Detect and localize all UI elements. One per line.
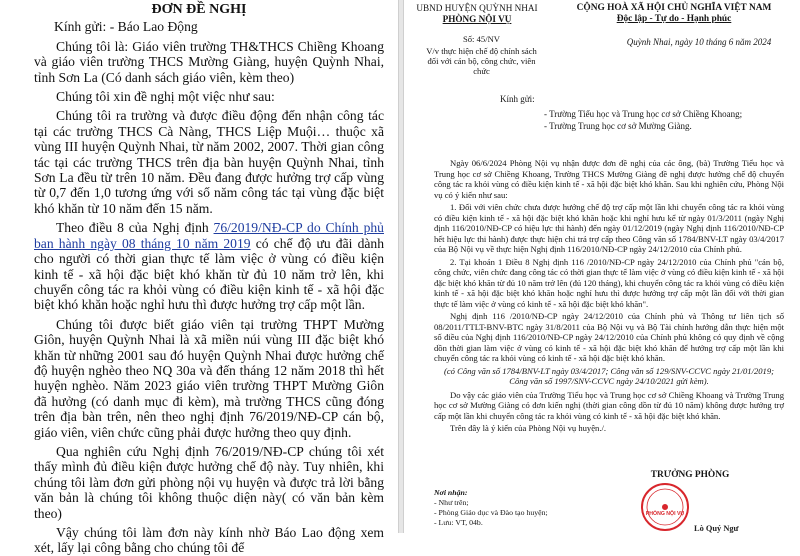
kinh-gui-label: Kính gửi:	[500, 94, 535, 104]
national-motto: Độc lập - Tự do - Hạnh phúc	[616, 14, 732, 24]
paragraph-decree	[34, 220, 384, 312]
body-closing: Trên đây là ý kiến của Phòng Nội vụ huyện./.	[450, 423, 607, 433]
body-item-2: 2. Tại khoản 1 Điều 8 Nghị định 116 /2010/NĐ-CP ngày 24/12/2010 của Chính phủ "cán bộ, công chức, viên chức đang công tác có thời gian thực tế làm việc ở vùng có điều kiện kinh tế - xã hội đặc biệt khó khăn từ đủ 10 năm trở lên (đủ 120 tháng), khi chuyển công tác ra khỏi vùng có điều kiện kinh tế - xã hội đặc biệt khó khăn hoặc nghỉ hưu thì được hưởng trợ cấp một lần đối với thời gian thực tế làm việc ở vùng có kinh tế - xã hội đặc biệt khó khăn".	[434, 256, 784, 309]
agency-header	[412, 3, 542, 25]
paragraph-comparison: Chúng tôi được biết giáo viên tại trường THPT Mường Giôn, huyện Quỳnh Nhai là xã miền núi vùng III đặc biệt khó khăn từ những 2001 sau đó huyện Quỳnh Nhai được hưởng chế độ huyện nghèo theo NQ 30a và đến tháng 12 năm 2018 thì hết huyện nghèo. Năm 2023 giáo viên trường THPT Mường Giôn đã hưởng (có danh mục đi kèm), mà trường THCS cũng đóng trên địa bàn trên, nên theo nghị định 76/2019/NĐ-CP cán bộ, giáo viên, viên chức cũng phải được hưởng theo quy định.	[34, 316, 384, 440]
body-intro: Ngày 06/6/2024 Phòng Nội vụ nhận được đơn đề nghị của các ông, (bà) Trường Tiểu học và Trung học cơ sở Chiềng Khoang, Trường THCS Mường Giàng đề nghị được hưởng chế độ chuyển công tác ra khỏi vùng có điều kiện kinh tế - xã hội đặc biệt khó khăn. Sau khi nghiên cứu, Phòng Nội vụ có ý kiến như sau:	[434, 158, 784, 200]
signer-name: Lò Quý Ngư	[694, 524, 739, 533]
noi-nhan-item: - Như trên;	[434, 498, 469, 507]
document-number: Số: 45/NV	[462, 34, 500, 44]
agency-name: PHÒNG NỘI VỤ	[442, 14, 512, 24]
document-date: Quỳnh Nhai, ngày 10 tháng 6 năm 2024	[626, 37, 772, 47]
body-conclusion: Do vậy các giáo viên của Trường Tiểu học và Trung học cơ sở Chiềng Khoang và Trường Trung học cơ sở Mường Giàng có đơn kiến nghị (thời gian công dồn từ đủ 10 năm) không được hưởng trợ cấp một lần khi chuyển công tác ra khỏi vùng có kinh tế - xã hội đặc biệt khó khăn.	[434, 389, 784, 421]
document-title: ĐƠN ĐỀ NGHỊ	[151, 2, 247, 17]
paragraph-closing: Vậy chúng tôi làm đơn này kính nhờ Báo Lao động xem xét, lấy lại công bằng cho chúng tôi để	[34, 525, 384, 556]
noi-nhan-block	[434, 488, 548, 528]
body-item-1: 1. Đối với viên chức chưa được hưởng chế độ trợ cấp một lần khi chuyển công tác ra khỏi vùng có điều kiện kinh tế - xã hội đặc biệt khó khăn hoặc khi nghỉ hưu kể từ ngày 01/3/2011 (ngày Nghị định 116/2010/NĐ-CP có hiệu lực thi hành) đến ngày 01/12/2019 (ngày Nghị định 116/2010/NĐ-CP hết hiệu lực thi hành) được thực hiện chi trả trợ cấp theo Công văn số 1784/BNV-LT ngày 03/4/2017 của Bộ Nội vụ về thực hiện Nghị định 116/2010/NĐ-CP ngày 24/12/2010 của Chính phủ.	[434, 202, 784, 254]
national-header	[554, 3, 794, 25]
body-citations: (có Công văn số 1784/BNV-LT ngày 03/4/2017; Công văn số 129/SNV-CCVC ngày 21/01/2019; Công văn số 1997/SNV-CCVC ngày 24/10/2021 gửi kèm).	[443, 365, 775, 386]
noi-nhan-item: - Lưu: VT, 04b.	[434, 518, 483, 527]
decree-link[interactable]: 76/2019/NĐ-CP do Chính phủ ban hành ngày 08 tháng 10 năm 2019	[34, 220, 384, 251]
paragraph-request: Chúng tôi xin đề nghị một việc như sau:	[56, 89, 275, 105]
left-document	[0, 0, 398, 556]
noi-nhan-label: Nơi nhận:	[434, 488, 468, 497]
paragraph-research: Qua nghiên cứu Nghị định 76/2019/NĐ-CP chúng tôi xét thấy mình đủ điều kiện được hưởng chế độ này. Tuy nhiên, khi chúng tôi làm đơn gửi phòng nội vụ huyện và được trả lời bằng văn bản là chúng tôi không thuộc diện này( có văn bản kèm theo)	[34, 443, 384, 521]
right-document	[404, 0, 800, 533]
decree-text-post: có chế độ ưu đãi dành cho người có thời gian thực tế làm việc ở vùng có điều kiện kinh tế - xã hội đặc biệt khó khăn từ đủ 10 năm trở lên, khi chuyển công tác ra khỏi vùng có điều kiện kinh tế - xã hội đặc biệt khó khăn hoặc nghỉ hưu thì được hưởng trợ cấp một lần.	[34, 235, 384, 313]
noi-nhan-item: - Phòng Giáo dục và Đào tạo huyện;	[434, 508, 548, 517]
paragraph-intro: Chúng tôi là: Giáo viên trường TH&THCS Chiềng Khoang và giáo viên trường THCS Mường Giàng, huyện Quỳnh Nhai, tỉnh Sơn La (Có danh sách giáo viên, kèm theo)	[34, 38, 384, 85]
recipient-line: Kính gửi: - Báo Lao Động	[54, 19, 198, 35]
stamp-label: PHÒNG NỘI VỤ	[645, 511, 685, 517]
signature-title: TRƯỞNG PHÒNG	[650, 470, 730, 480]
body-item-3: Nghị định 116 /2010/NĐ-CP ngày 24/12/2010 của Chính phủ và Thông tư liên tịch số 08/2011/TTLT-BNV-BTC ngày 31/8/2011 của Bộ Nội vụ và Bộ Tài chính hướng dẫn thực hiện một số điều của Nghị định 116/2010/NĐ-CP ngày 24/12/2010 của Chính phủ không có quy định về cộng dồn thời gian làm việc ở vùng có kinh tế - xã hội đặc biệt khó khăn để hưởng trợ cấp một lần khi chuyển công tác ra khỏi vùng có kinh tế - xã hội đặc biệt khó khăn.	[434, 311, 784, 363]
recipient-item: - Trường Trung học cơ sở Mường Giàng.	[544, 121, 692, 131]
national-title: CỘNG HOÀ XÃ HỘI CHỦ NGHĨA VIỆT NAM	[576, 3, 772, 13]
paragraph-background: Chúng tôi ra trường và được điều động đến nhận công tác tại các trường THCS Cà Nàng, THCS Liệp Muội… thuộc xã vùng III huyện Quỳnh Nhai, từ năm 2002, 2007. Thời gian công tác tại các trường THCS trên địa bàn huyện Quỳnh Nhai, tỉnh Sơn La đều từ trên 10 năm. Đều đang được hưởng trợ cấp vùng từ 0,7 đến 1,0 tương ứng với số năm công tác tại vùng đặc biệt khó khăn từ 10 năm đến 15 năm.	[34, 108, 384, 216]
official-stamp-icon	[640, 482, 690, 532]
recipient-item: - Trường Tiểu học và Trung học cơ sở Chiềng Khoang;	[544, 109, 743, 119]
document-number-block	[424, 34, 539, 76]
document-body	[434, 158, 784, 436]
decree-text-pre: Theo điều 8 của Nghị định	[56, 220, 214, 236]
agency-parent: UBND HUYỆN QUỲNH NHAI	[416, 3, 538, 13]
document-subject: V/v thực hiện chế độ chính sách đối với cán bộ, công chức, viên chức	[426, 46, 537, 76]
recipient-list	[544, 108, 742, 132]
